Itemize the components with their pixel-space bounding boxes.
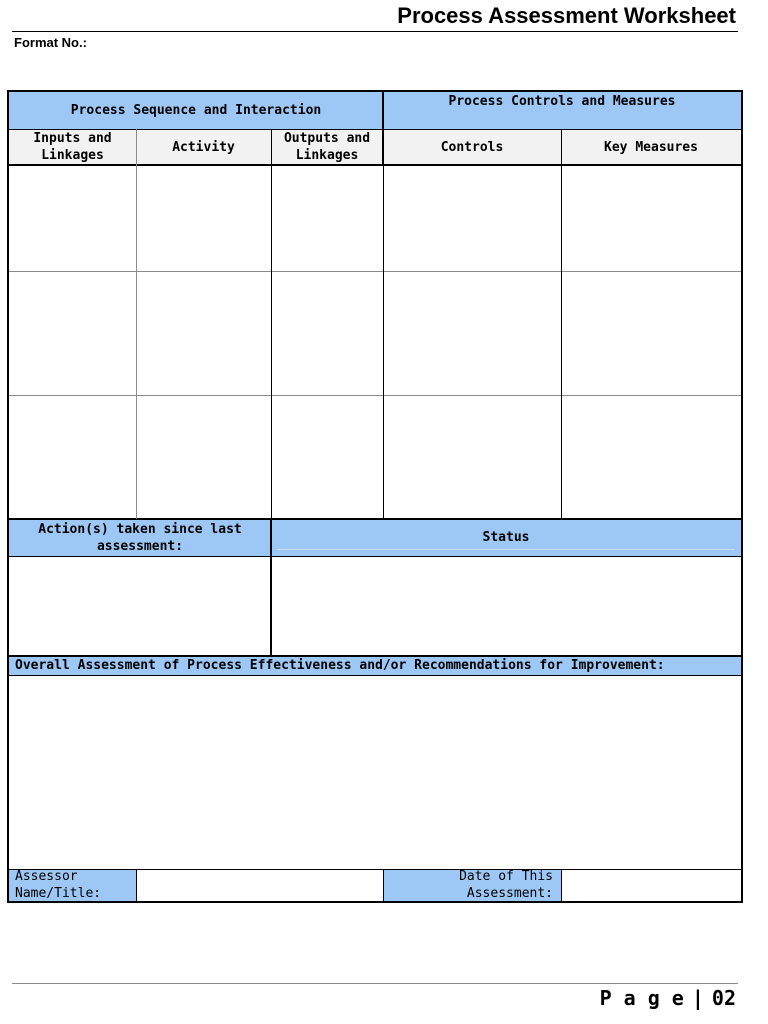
page-word: P a g e	[599, 986, 684, 1010]
assessor-name-field[interactable]	[136, 869, 383, 901]
section-divider	[9, 655, 741, 657]
assessor-divider	[383, 869, 384, 901]
activity-cell-row-2[interactable]	[136, 271, 271, 395]
page-separator: |	[691, 986, 704, 1010]
controls-cell-row-1[interactable]	[383, 165, 561, 271]
inputs-cell-row-2[interactable]	[9, 271, 136, 395]
status-cell[interactable]	[271, 556, 741, 656]
column-header-outputs: Outputs and Linkages	[271, 129, 383, 165]
page-number-label	[600, 985, 736, 1011]
assessor-name-label: Assessor Name/Title:	[9, 869, 136, 901]
column-header-controls: Controls	[383, 129, 561, 165]
outputs-cell-row-3[interactable]	[271, 395, 383, 519]
page-number: 02	[711, 986, 736, 1010]
activity-cell-row-1[interactable]	[136, 165, 271, 271]
column-divider	[136, 129, 137, 519]
row-divider	[9, 271, 741, 272]
column-divider	[561, 129, 562, 519]
group-header-process-sequence: Process Sequence and Interaction	[9, 92, 383, 129]
column-header-inputs: Inputs and Linkages	[9, 129, 136, 165]
status-header	[271, 519, 741, 556]
key-measures-cell-row-2[interactable]	[561, 271, 741, 395]
group-divider	[382, 92, 384, 165]
actions-taken-cell[interactable]	[9, 556, 271, 656]
actions-taken-header: Action(s) taken since last assessment:	[9, 519, 271, 556]
assessor-divider	[561, 869, 562, 901]
key-measures-cell-row-3[interactable]	[561, 395, 741, 519]
column-divider	[383, 165, 384, 519]
status-divider	[270, 519, 272, 656]
section-divider	[9, 518, 741, 520]
section-divider	[9, 556, 741, 557]
column-divider	[271, 129, 272, 519]
status-header-underline	[277, 549, 735, 550]
header-row-divider	[9, 129, 741, 130]
controls-cell-row-3[interactable]	[383, 395, 561, 519]
status-header-label: Status	[482, 530, 530, 545]
outputs-cell-row-2[interactable]	[271, 271, 383, 395]
page-title: Process Assessment Worksheet	[397, 3, 736, 28]
overall-assessment-cell[interactable]	[9, 675, 741, 869]
overall-assessment-header: Overall Assessment of Process Effectiveness and/or Recommendations for Improvement:	[9, 656, 741, 675]
group-header-process-controls: Process Controls and Measures	[383, 92, 741, 129]
key-measures-cell-row-1[interactable]	[561, 165, 741, 271]
assessor-divider	[136, 869, 137, 901]
inputs-cell-row-1[interactable]	[9, 165, 136, 271]
footer-divider	[12, 983, 738, 984]
assessment-worksheet-table	[7, 90, 743, 903]
section-divider	[9, 869, 741, 870]
row-divider	[9, 395, 741, 396]
inputs-cell-row-3[interactable]	[9, 395, 136, 519]
column-header-key-measures: Key Measures	[561, 129, 741, 165]
activity-cell-row-3[interactable]	[136, 395, 271, 519]
outputs-cell-row-1[interactable]	[271, 165, 383, 271]
controls-cell-row-2[interactable]	[383, 271, 561, 395]
section-divider	[9, 675, 741, 676]
column-header-activity: Activity	[136, 129, 271, 165]
column-header-divider	[9, 164, 741, 166]
format-number-label: Format No.:	[14, 35, 87, 50]
assessment-date-label: Date of This Assessment:	[383, 869, 561, 901]
assessment-date-field[interactable]	[561, 869, 741, 901]
title-divider	[12, 31, 738, 32]
